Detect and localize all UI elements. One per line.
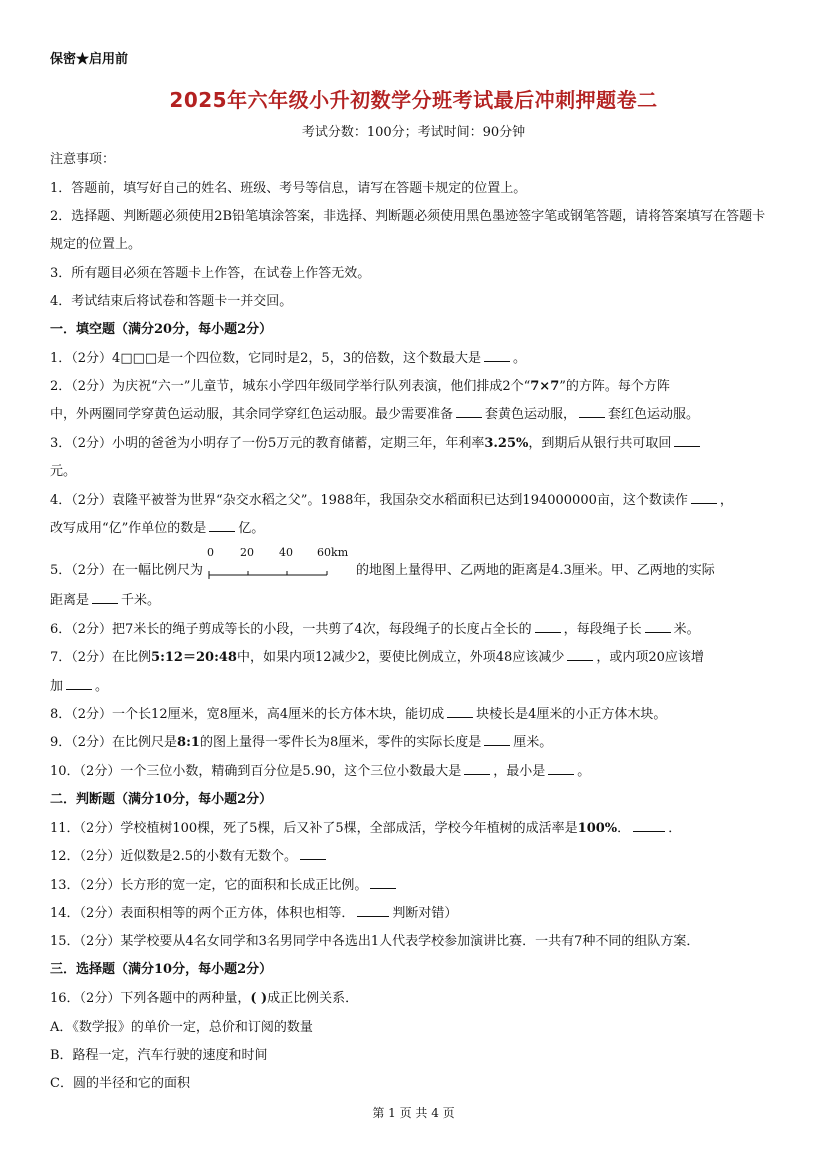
option-c[interactable]: C．圆的半径和它的面积 [50,1076,190,1091]
question-7-cont: 加 。 [50,679,109,694]
question-12: 12．（2分）近似数是2.5的小数有无数个。 [50,847,778,867]
exam-info: 考试分数：100分；考试时间：90分钟 [301,125,526,140]
question-11: 11．（2分）学校植树100棵，死了5棵，后又补了5棵，全部成活，学校今年植树的成活率是100%． ． [50,821,682,836]
scale-tick-label: 40 [279,546,294,559]
question-4: 4．（2分）袁隆平被誉为世界“杂交水稻之父”。1988年，我国杂交水稻面积已达到194000000亩，这个数读作 ， [50,493,733,508]
question-16: 16．（2分）下列各题中的两种量，( )成正比例关系． [50,991,359,1006]
question-6: 6．（2分）把7米长的绳子剪成等长的小段，一共剪了4次，每段绳子的长度占全长的 ，每段绳子长 米。 [50,622,700,637]
scale-tick-label: 20 [240,546,255,559]
answer-blank[interactable] [357,904,389,917]
page-number: 第 1 页 共 4 页 [372,1106,455,1120]
section-fill-in: 一．填空题（满分20分，每小题2分） [50,322,273,337]
answer-blank[interactable] [209,519,235,532]
answer-blank[interactable] [464,762,490,775]
answer-bracket[interactable]: ( ) [250,991,268,1006]
question-2: 2．（2分）为庆祝“六一”儿童节，城东小学四年级同学举行队列表演，他们排成2个“7×7”的方阵。每个方阵 [50,379,670,394]
question-5-cont: 距离是 千米。 [50,593,161,608]
scale-bar-graphic [207,560,352,584]
answer-blank[interactable] [370,876,396,889]
question-14: 14．（2分）表面积相等的两个正方体，体积也相等． 判断对错） [50,906,458,921]
page-title: 2025年六年级小升初数学分班考试最后冲刺押题卷二 [169,88,658,112]
scale-tick-label: 0 [207,546,215,559]
answer-blank[interactable] [548,762,574,775]
option-b[interactable]: B．路程一定，汽车行驶的速度和时间 [50,1048,268,1063]
answer-blank[interactable] [579,405,605,418]
answer-blank[interactable] [456,405,482,418]
question-1: 1．（2分）4□□□是一个四位数，它同时是2，5，3的倍数，这个数最大是 。 [50,351,526,366]
option-a[interactable]: A．《数学报》的单价一定，总价和订阅的数量 [50,1020,313,1035]
question-2-cont: 中，外两圈同学穿黄色运动服，其余同学穿红色运动服。最少需要准备 套黄色运动服， 套红色运动服。 [50,407,700,422]
answer-blank[interactable] [535,620,561,633]
notes-heading: 注意事项： [50,152,116,167]
map-scale-bar [207,546,352,584]
answer-blank[interactable] [92,591,118,604]
question-13: 13．（2分）长方形的宽一定，它的面积和长成正比例。 [50,876,778,896]
confidential-label: 保密★启用前 [50,52,129,67]
question-7: 7．（2分）在比例5:12＝20:48中，如果内项12减少2，要使比例成立，外项48应该减少 ，或内项20应该增 [50,650,704,665]
question-15: 15．（2分）某学校要从4名女同学和3名男同学中各选出1人代表学校参加演讲比赛．一共有7种不同的组队方案． [50,934,700,949]
answer-blank[interactable] [484,733,510,746]
note-1: 1．答题前，填写好自己的姓名、班级、考号等信息，请写在答题卡规定的位置上。 [50,181,527,196]
answer-blank[interactable] [633,819,665,832]
scale-tick-label: 60km [317,546,349,559]
section-multiple-choice: 三．选择题（满分10分，每小题2分） [50,962,273,977]
answer-blank[interactable] [567,648,593,661]
answer-blank[interactable] [300,847,326,860]
answer-blank[interactable] [674,434,700,447]
question-3-cont: 元。 [50,464,77,479]
answer-blank[interactable] [66,677,92,690]
question-8: 8．（2分）一个长12厘米，宽8厘米，高4厘米的长方体木块，能切成 块棱长是4厘米的小正方体木块。 [50,707,667,722]
answer-blank[interactable] [691,491,717,504]
note-3: 3．所有题目必须在答题卡上作答，在试卷上作答无效。 [50,266,371,281]
answer-blank[interactable] [484,349,510,362]
note-2: 2．选择题、判断题必须使用2B铅笔填涂答案，非选择、判断题必须使用黑色墨迹签字笔或钢笔答题，请将答案填写在答题卡规定的位置上。 [50,209,766,252]
answer-blank[interactable] [645,620,671,633]
question-5: 5．（2分）在一幅比例尺为 0 20 40 60km 的地图上量得甲、乙两地的距离是4.3厘米。甲、乙两地的实际 [50,560,778,586]
answer-blank[interactable] [447,705,473,718]
question-4-cont: 改写成用“亿”作单位的数是 亿。 [50,521,265,536]
question-3: 3．（2分）小明的爸爸为小明存了一份5万元的教育储蓄，定期三年，年利率3.25%，到期后从银行共可取回 [50,434,778,454]
question-10: 10．（2分）一个三位小数，精确到百分位是5.90，这个三位小数最大是 ，最小是 。 [50,764,591,779]
question-9: 9．（2分）在比例尺是8:1的图上量得一零件长为8厘米，零件的实际长度是 厘米。 [50,735,553,750]
section-true-false: 二．判断题（满分10分，每小题2分） [50,792,273,807]
note-4: 4．考试结束后将试卷和答题卡一并交回。 [50,294,293,309]
